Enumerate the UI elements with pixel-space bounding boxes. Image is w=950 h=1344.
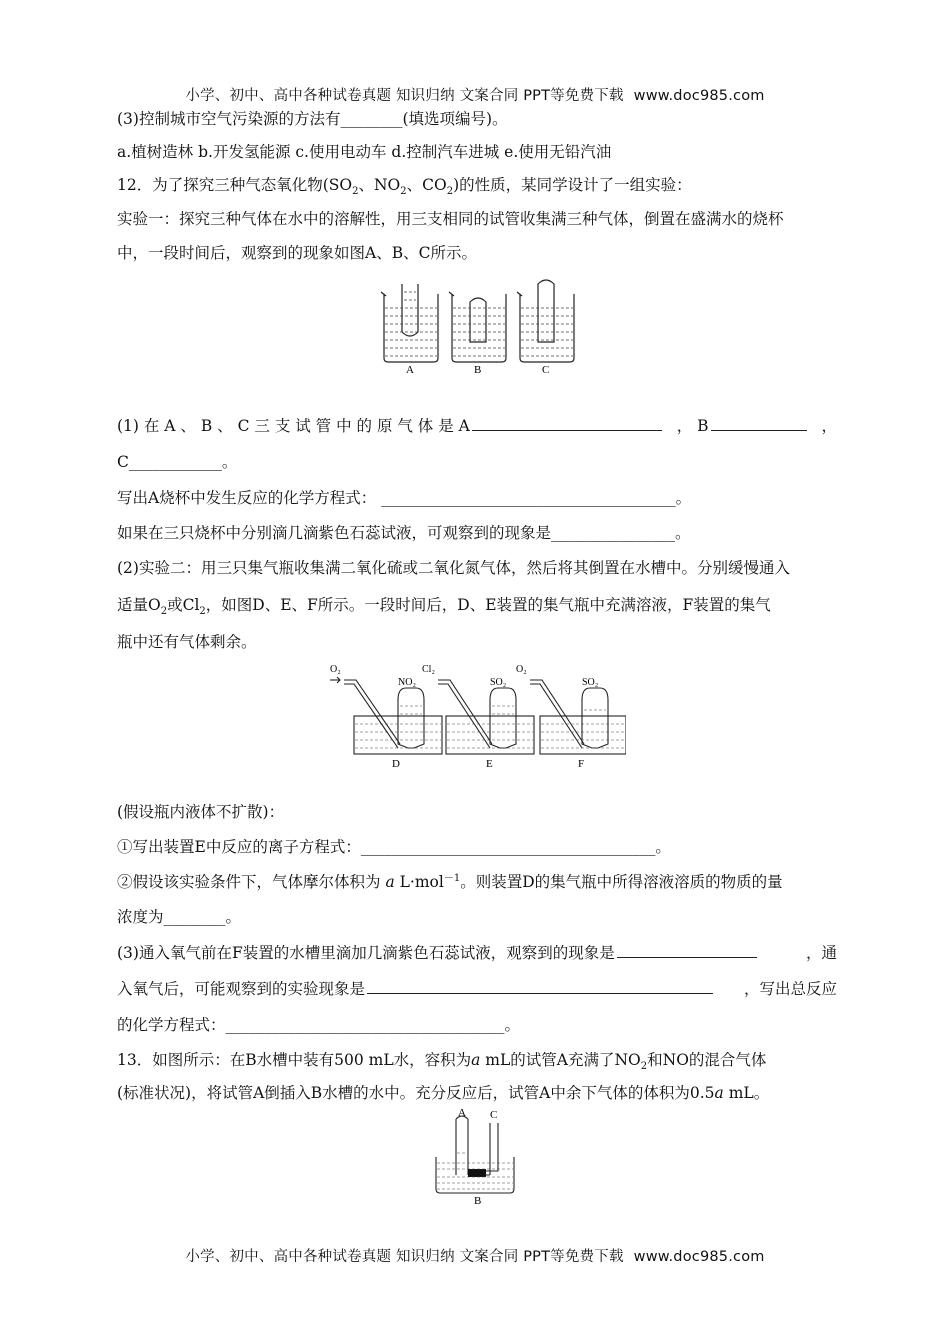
q12-exp1-line2: 中，一段时间后，观察到的现象如图A、B、C所示。 <box>117 244 477 262</box>
fig2-gas-in-e: Cl₂ <box>422 664 435 675</box>
fig3-label-a: A <box>458 1107 466 1119</box>
q12-p1-equation: 写出A烧杯中发生反应的化学方程式： ______________________________________。 <box>117 489 692 507</box>
q13-line2: (标准状况)，将试管A倒插入B水槽的水中。充分反应后，试管A中余下气体的体积为0.5a mL。 <box>117 1084 770 1102</box>
q12-p2-line2: 适量$O_2$或$Cl_2$，如图D、E、F所示。一段时间后，D、E装置的集气瓶中充满溶液，F装置的集气 <box>117 596 771 618</box>
fig2-gas-in-f: O₂ <box>516 664 527 675</box>
q12-p3-line1: (3)通入氧气前在F装置的水槽里滴加几滴紫色石蕊试液，观察到的现象是 ，通 <box>117 944 837 962</box>
figure-beakers-abc <box>378 272 578 381</box>
q12-stem: 12．为了探究三种气态氧化物($SO_2$、$NO_2$、$CO_2$)的性质，某同学设计了一组实验： <box>117 176 692 198</box>
fig2-label-f: F <box>578 758 585 770</box>
q12-p2-line1: (2)实验二：用三只集气瓶收集满二氧化硫或二氧化氮气体，然后将其倒置在水槽中。分别缓慢通入 <box>117 559 790 577</box>
q12-p2-line3: 瓶中还有气体剩余。 <box>117 633 257 651</box>
fig3-label-c: C <box>490 1109 498 1121</box>
q12-exp1-line1: 实验一：探究三种气体在水中的溶解性，用三支相同的试管收集满三种气体，倒置在盛满水的烧杯 <box>117 210 784 228</box>
q12-p1-line2: C____________。 <box>117 453 238 471</box>
page-header <box>0 84 950 105</box>
fig2-bottle-e: SO₂ <box>490 677 507 688</box>
header-text: 小学、初中、高中各种试卷真题 知识归纳 文案合同 PPT等免费下载 <box>185 88 624 104</box>
q12-p3-line3: 的化学方程式：____________________________________。 <box>117 1016 521 1034</box>
q12-p3-line2: 入氧气后，可能观察到的实验现象是 ，写出总反应 <box>117 980 837 998</box>
q12-p1-line1: (1) 在 A 、 B 、 C 三 支 试 管 中 的 原 气 体 是 A ， B ， <box>117 417 837 435</box>
q12-c2-line2: 浓度为________。 <box>117 908 242 926</box>
q12-c2-line1: ②假设该实验条件下，气体摩尔体积为 a L·mol$^{-1}$。则装置D的集气瓶中所得溶液溶质的物质的量 <box>117 873 783 892</box>
fig2-bottle-f: SO₂ <box>582 677 599 688</box>
fig2-label-e: E <box>486 758 493 770</box>
footer-text: 小学、初中、高中各种试卷真题 知识归纳 文案合同 PPT等免费下载 <box>185 1249 624 1265</box>
page-footer <box>0 1245 950 1266</box>
figure-troughs-def <box>326 658 626 777</box>
header-url[interactable]: www.doc985.com <box>633 88 765 104</box>
figure-trough-b <box>432 1105 522 1209</box>
footer-url[interactable]: www.doc985.com <box>633 1249 765 1265</box>
q11-part3: (3)控制城市空气污染源的方法有________(填选项编号)。 <box>117 110 508 128</box>
fig2-gas-in-d: O₂ <box>330 664 341 675</box>
fig3-label-b: B <box>474 1195 482 1205</box>
q12-p1-litmus: 如果在三只烧杯中分别滴几滴紫色石蕊试液，可观察到的现象是________________。 <box>117 524 691 542</box>
q13-line1: 13．如图所示：在B水槽中装有500 mL水，容积为a mL的试管A充满了$NO_2$和NO的混合气体 <box>117 1051 767 1073</box>
q12-c1: ①写出装置E中反应的离子方程式：______________________________________。 <box>117 838 671 856</box>
fig1-label-a: A <box>406 364 414 376</box>
q11-options: a.植树造林 b.开发氢能源 c.使用电动车 d.控制汽车进城 e.使用无铅汽油 <box>117 143 612 161</box>
q12-assume: (假设瓶内液体不扩散)： <box>117 803 285 821</box>
fig2-bottle-d: NO₂ <box>398 677 416 688</box>
fig2-label-d: D <box>392 758 400 770</box>
fig1-label-c: C <box>542 364 550 376</box>
fig1-label-b: B <box>474 364 482 376</box>
